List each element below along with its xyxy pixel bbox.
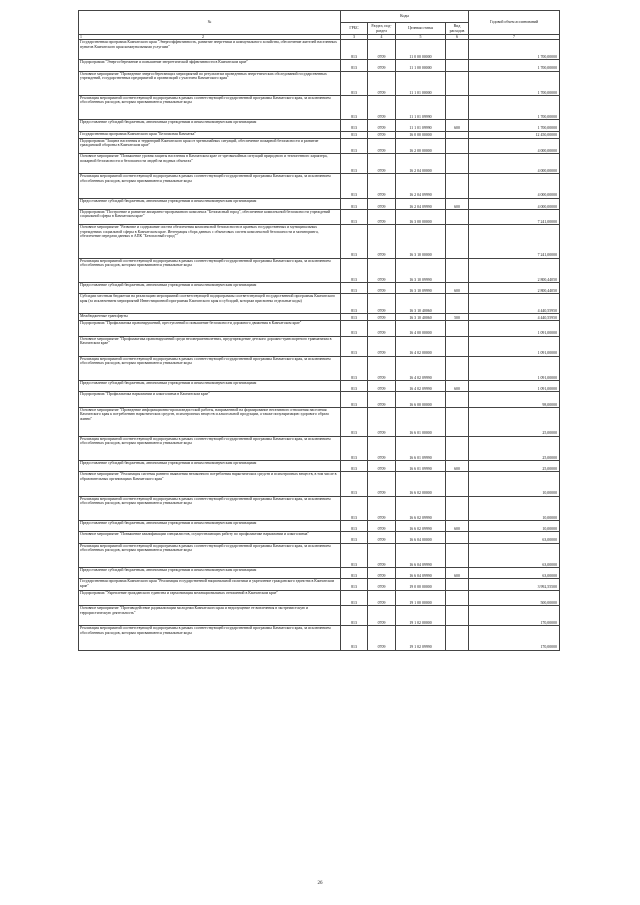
- row-amount-cell: 7 241,00000: [469, 209, 560, 225]
- row-name-cell: Реализация мероприятий соответствующей подпрограммы в рамках соответствующей государственной программы Камчатского края, за исключением обособленных расходов, которым присваиваются уникальные коды: [79, 174, 341, 198]
- table-row: [79, 174, 560, 198]
- row-section-cell: 0709: [368, 174, 396, 198]
- row-target-cell: 19 0 00 00000: [396, 579, 446, 590]
- row-grbs-cell: 813: [341, 209, 368, 225]
- row-grbs-cell: 813: [341, 258, 368, 282]
- row-section-cell: 0709: [368, 209, 396, 225]
- table-row: [79, 590, 560, 606]
- row-section-cell: 0709: [368, 95, 396, 119]
- table-row: [79, 138, 560, 154]
- row-grbs-cell: 813: [341, 138, 368, 154]
- row-amount-cell: 10,00000: [469, 521, 560, 532]
- row-grbs-cell: 813: [341, 579, 368, 590]
- row-grbs-cell: 813: [341, 472, 368, 496]
- table-row: [79, 472, 560, 496]
- row-grbs-cell: 813: [341, 381, 368, 392]
- row-amount-cell: 3 992,55500: [469, 579, 560, 590]
- row-grbs-cell: 813: [341, 120, 368, 131]
- table-row: [79, 321, 560, 337]
- row-section-cell: 0709: [368, 294, 396, 314]
- row-expense-type-cell: [446, 71, 469, 95]
- table-row: [79, 606, 560, 626]
- row-section-cell: 0709: [368, 258, 396, 282]
- row-amount-cell: 4 440,55950: [469, 294, 560, 314]
- row-section-cell: 0709: [368, 461, 396, 472]
- row-section-cell: 0709: [368, 436, 396, 460]
- table-row: [79, 198, 560, 209]
- row-name-cell: Основное мероприятие "Развитие и содержание систем обеспечения комплексной безопасности в краевых государственных и муниципальных учреждениях социальной сферы в Камчатском крае. Интеграция сбора данных с объектовых систем комплексной безопасности и мониторинга, обеспечение передачи данных в АПК "Безопасный город"": [79, 225, 341, 258]
- row-target-cell: 19 1 02 00000: [396, 606, 446, 626]
- row-expense-type-cell: [446, 336, 469, 356]
- row-name-cell: Государственная программа Камчатского края "Реализация государственной национальной политики и укрепление гражданского единства в Камчатском крае": [79, 579, 341, 590]
- table-row: [79, 626, 560, 650]
- row-name-cell: Предоставление субсидий бюджетным, автономным учреждениям и иным некоммерческим организациям: [79, 198, 341, 209]
- row-expense-type-cell: 600: [446, 567, 469, 578]
- row-grbs-cell: 813: [341, 356, 368, 380]
- row-section-cell: 0709: [368, 532, 396, 543]
- row-expense-type-cell: [446, 356, 469, 380]
- header-grbs: ГРБС: [341, 23, 368, 35]
- row-section-cell: 0709: [368, 321, 396, 337]
- row-target-cell: 16 3 10 40060: [396, 294, 446, 314]
- row-grbs-cell: 813: [341, 567, 368, 578]
- budget-table: [78, 10, 560, 651]
- row-expense-type-cell: [446, 606, 469, 626]
- row-grbs-cell: 813: [341, 336, 368, 356]
- column-number-cell: 5: [396, 35, 446, 40]
- row-expense-type-cell: [446, 294, 469, 314]
- row-expense-type-cell: 600: [446, 461, 469, 472]
- table-row: [79, 408, 560, 437]
- row-target-cell: 11 1 01 09990: [396, 95, 446, 119]
- row-target-cell: 11 1 01 00000: [396, 71, 446, 95]
- header-number: №: [79, 11, 341, 35]
- row-expense-type-cell: [446, 543, 469, 567]
- row-target-cell: 16 6 00 00000: [396, 392, 446, 408]
- row-name-cell: Предоставление субсидий бюджетным, автономным учреждениям и иным некоммерческим организациям: [79, 282, 341, 293]
- row-section-cell: 0709: [368, 71, 396, 95]
- column-number-cell: 3: [341, 35, 368, 40]
- row-amount-cell: 7 241,00000: [469, 225, 560, 258]
- row-amount-cell: 25,00000: [469, 461, 560, 472]
- row-target-cell: 19 1 00 00000: [396, 590, 446, 606]
- row-amount-cell: 170,00000: [469, 606, 560, 626]
- table-row: [79, 71, 560, 95]
- row-target-cell: 16 6 02 09990: [396, 521, 446, 532]
- row-name-cell: Подпрограмма "Построение и развитие аппаратно-программного комплекса "Безопасный город", обеспечение комплексной безопасности учреждений социальной сферы в Камчатском крае": [79, 209, 341, 225]
- row-section-cell: 0709: [368, 567, 396, 578]
- row-expense-type-cell: [446, 579, 469, 590]
- row-grbs-cell: 813: [341, 532, 368, 543]
- table-row: [79, 579, 560, 590]
- row-grbs-cell: 813: [341, 496, 368, 520]
- table-row: [79, 294, 560, 314]
- row-expense-type-cell: [446, 626, 469, 650]
- row-name-cell: Реализация мероприятий соответствующей подпрограммы в рамках соответствующей государственной программы Камчатского края, за исключением обособленных расходов, которым присваиваются уникальные коды: [79, 356, 341, 380]
- row-target-cell: 16 3 00 00000: [396, 209, 446, 225]
- table-row: [79, 209, 560, 225]
- row-grbs-cell: 813: [341, 461, 368, 472]
- row-expense-type-cell: [446, 258, 469, 282]
- row-section-cell: 0709: [368, 606, 396, 626]
- row-name-cell: Предоставление субсидий бюджетным, автономным учреждениям и иным некоммерческим организациям: [79, 521, 341, 532]
- row-name-cell: Предоставление субсидий бюджетным, автономным учреждениям и иным некоммерческим организациям: [79, 120, 341, 131]
- row-amount-cell: 500,00000: [469, 590, 560, 606]
- row-target-cell: 16 2 04 09990: [396, 198, 446, 209]
- row-target-cell: 16 4 02 09990: [396, 381, 446, 392]
- row-section-cell: 0709: [368, 120, 396, 131]
- row-expense-type-cell: 600: [446, 521, 469, 532]
- row-name-cell: Предоставление субсидий бюджетным, автономным учреждениям и иным некоммерческим организациям: [79, 381, 341, 392]
- row-name-cell: Основное мероприятие "Реализация системы раннего выявления незаконного потребления наркотических средств и психотропных веществ, в том числе в образовательных организациях Камчатского края": [79, 472, 341, 496]
- row-expense-type-cell: [446, 95, 469, 119]
- row-grbs-cell: 813: [341, 408, 368, 437]
- row-section-cell: 0709: [368, 314, 396, 321]
- row-amount-cell: 1 700,00000: [469, 60, 560, 71]
- row-expense-type-cell: 600: [446, 282, 469, 293]
- row-grbs-cell: 813: [341, 321, 368, 337]
- table-row: [79, 225, 560, 258]
- table-row: [79, 496, 560, 520]
- table-row: [79, 381, 560, 392]
- row-expense-type-cell: 600: [446, 198, 469, 209]
- row-section-cell: 0709: [368, 60, 396, 71]
- row-expense-type-cell: [446, 225, 469, 258]
- row-section-cell: 0709: [368, 198, 396, 209]
- row-name-cell: Подпрограмма "Укрепление гражданского единства и гармонизация межнациональных отношений в Камчатском крае": [79, 590, 341, 606]
- row-grbs-cell: 813: [341, 590, 368, 606]
- table-row: [79, 282, 560, 293]
- table-body: [79, 40, 560, 650]
- header-amount: Годовой объем ассигнований: [469, 11, 560, 35]
- row-target-cell: 16 3 10 00000: [396, 225, 446, 258]
- row-target-cell: 16 2 04 09990: [396, 174, 446, 198]
- row-amount-cell: 12 450,00000: [469, 131, 560, 138]
- row-amount-cell: 2 800,44050: [469, 282, 560, 293]
- row-section-cell: 0709: [368, 131, 396, 138]
- row-name-cell: Основное мероприятие "Противодействие радикализации молодежи Камчатского края и недопущение ее вовлечения в экстремистскую и террористическую деятельность": [79, 606, 341, 626]
- table-row: [79, 356, 560, 380]
- row-target-cell: 16 6 02 09990: [396, 496, 446, 520]
- table-row: [79, 532, 560, 543]
- row-amount-cell: 63,00000: [469, 532, 560, 543]
- row-section-cell: 0709: [368, 626, 396, 650]
- row-target-cell: 16 0 00 00000: [396, 131, 446, 138]
- row-target-cell: 16 4 02 00000: [396, 336, 446, 356]
- row-name-cell: Основное мероприятие "Повышение квалификации специалистов, осуществляющих работу по профилактике наркомании и алкоголизма": [79, 532, 341, 543]
- table-row: [79, 258, 560, 282]
- row-grbs-cell: 813: [341, 131, 368, 138]
- row-expense-type-cell: [446, 131, 469, 138]
- row-name-cell: Реализация мероприятий соответствующей подпрограммы в рамках соответствующей государственной программы Камчатского края, за исключением обособленных расходов, которым присваиваются уникальные коды: [79, 543, 341, 567]
- header-expense-type: Вид расходов: [446, 23, 469, 35]
- row-amount-cell: 4 000,00000: [469, 198, 560, 209]
- row-amount-cell: 4 000,00000: [469, 138, 560, 154]
- table-row: [79, 154, 560, 174]
- row-grbs-cell: 813: [341, 71, 368, 95]
- row-target-cell: 16 6 04 09990: [396, 567, 446, 578]
- row-expense-type-cell: [446, 154, 469, 174]
- table-row: [79, 567, 560, 578]
- row-grbs-cell: 813: [341, 294, 368, 314]
- row-name-cell: Субсидии местным бюджетам на реализацию мероприятий соответствующей подпрограммы соответствующей государственной программы Камчатского края (за исключением мероприятий Инвестиционной программы Камчатского края и субсидий, которым присвоены отдельные коды): [79, 294, 341, 314]
- header-codes: Коды: [341, 11, 469, 23]
- column-number-cell: 7: [469, 35, 560, 40]
- row-name-cell: Основное мероприятие "Профилактика правонарушений среди несовершеннолетних, предупреждение детского дорожно-транспортного травматизма в Камчатском крае": [79, 336, 341, 356]
- row-section-cell: 0709: [368, 336, 396, 356]
- row-name-cell: Подпрограмма "Профилактика правонарушений, преступлений и повышение безопасности дорожного движения в Камчатском крае": [79, 321, 341, 337]
- row-expense-type-cell: [446, 174, 469, 198]
- row-expense-type-cell: [446, 408, 469, 437]
- row-name-cell: Основное мероприятие "Проведение энергосберегающих мероприятий по результатам проведенных энергетических обследований государственных учреждений, государственных предприятий и организаций с участием Камчатского края": [79, 71, 341, 95]
- row-grbs-cell: 813: [341, 40, 368, 60]
- row-target-cell: 19 1 02 09990: [396, 626, 446, 650]
- row-grbs-cell: 813: [341, 60, 368, 71]
- row-grbs-cell: 813: [341, 154, 368, 174]
- row-expense-type-cell: [446, 321, 469, 337]
- header-section: Раздел, под-раздел: [368, 23, 396, 35]
- column-number-cell: 1 2: [79, 35, 341, 40]
- table-row: [79, 120, 560, 131]
- table-row: [79, 95, 560, 119]
- row-target-cell: 16 2 00 00000: [396, 138, 446, 154]
- row-target-cell: 16 6 04 00000: [396, 532, 446, 543]
- row-target-cell: 11 0 00 00000: [396, 40, 446, 60]
- row-expense-type-cell: 600: [446, 120, 469, 131]
- row-section-cell: 0709: [368, 225, 396, 258]
- row-name-cell: Реализация мероприятий соответствующей подпрограммы в рамках соответствующей государственной программы Камчатского края, за исключением обособленных расходов, которым присваиваются уникальные коды: [79, 258, 341, 282]
- table-row: [79, 336, 560, 356]
- row-name-cell: Подпрограмма "Энергосбережение и повышение энергетической эффективности в Камчатском крае": [79, 60, 341, 71]
- row-amount-cell: 1 700,00000: [469, 40, 560, 60]
- row-name-cell: Предоставление субсидий бюджетным, автономным учреждениям и иным некоммерческим организациям: [79, 461, 341, 472]
- row-name-cell: Государственная программа Камчатского края "Безопасная Камчатка": [79, 131, 341, 138]
- table-row: [79, 543, 560, 567]
- row-target-cell: 16 2 04 00000: [396, 154, 446, 174]
- row-section-cell: 0709: [368, 472, 396, 496]
- row-section-cell: 0709: [368, 282, 396, 293]
- row-amount-cell: 1 700,00000: [469, 120, 560, 131]
- row-target-cell: 16 6 02 00000: [396, 472, 446, 496]
- table-row: [79, 436, 560, 460]
- row-section-cell: 0709: [368, 40, 396, 60]
- row-section-cell: 0709: [368, 521, 396, 532]
- row-grbs-cell: 813: [341, 198, 368, 209]
- row-target-cell: 16 4 00 00000: [396, 321, 446, 337]
- row-grbs-cell: 813: [341, 436, 368, 460]
- row-grbs-cell: 813: [341, 606, 368, 626]
- row-name-cell: Предоставление субсидий бюджетным, автономным учреждениям и иным некоммерческим организациям: [79, 567, 341, 578]
- row-expense-type-cell: 500: [446, 314, 469, 321]
- row-section-cell: 0709: [368, 356, 396, 380]
- row-amount-cell: 10,00000: [469, 496, 560, 520]
- row-amount-cell: 1 091,00000: [469, 321, 560, 337]
- row-amount-cell: 10,00000: [469, 472, 560, 496]
- row-grbs-cell: 813: [341, 282, 368, 293]
- table-row: [79, 131, 560, 138]
- row-amount-cell: 1 091,00000: [469, 356, 560, 380]
- row-expense-type-cell: [446, 532, 469, 543]
- row-target-cell: 16 6 01 09990: [396, 436, 446, 460]
- row-amount-cell: 4 440,55950: [469, 314, 560, 321]
- row-section-cell: 0709: [368, 590, 396, 606]
- page-number: 26: [317, 881, 323, 886]
- row-name-cell: Государственная программа Камчатского края "Энергоэффективность, развитие энергетики и коммунального хозяйства, обеспечение жителей населенных пунктов Камчатского края коммунальными услугами": [79, 40, 341, 60]
- row-grbs-cell: 813: [341, 174, 368, 198]
- row-grbs-cell: 813: [341, 314, 368, 321]
- row-expense-type-cell: [446, 590, 469, 606]
- table-row: [79, 521, 560, 532]
- row-grbs-cell: 813: [341, 521, 368, 532]
- row-expense-type-cell: [446, 436, 469, 460]
- row-target-cell: 16 3 10 09990: [396, 258, 446, 282]
- row-grbs-cell: 813: [341, 95, 368, 119]
- row-target-cell: 11 1 01 09990: [396, 120, 446, 131]
- row-target-cell: 16 3 10 40060: [396, 314, 446, 321]
- row-section-cell: 0709: [368, 496, 396, 520]
- row-grbs-cell: 813: [341, 392, 368, 408]
- row-expense-type-cell: [446, 138, 469, 154]
- row-amount-cell: 98,00000: [469, 392, 560, 408]
- table-row: [79, 461, 560, 472]
- row-name-cell: Межбюджетные трансферты: [79, 314, 341, 321]
- row-target-cell: 16 3 10 09990: [396, 282, 446, 293]
- table-row: [79, 40, 560, 60]
- row-target-cell: 11 1 00 00000: [396, 60, 446, 71]
- table-row: [79, 392, 560, 408]
- row-expense-type-cell: [446, 209, 469, 225]
- row-expense-type-cell: [446, 472, 469, 496]
- row-amount-cell: 1 700,00000: [469, 95, 560, 119]
- row-name-cell: Основное мероприятие "Проведение информационно-пропагандистской работы, направленной на формирование негативного отношения населения Камчатского края к потреблению наркотических средств, психотропных веществ и алкогольной продукции, а также популяризацию здорового образа жизни": [79, 408, 341, 437]
- row-expense-type-cell: [446, 40, 469, 60]
- row-amount-cell: 1 091,00000: [469, 336, 560, 356]
- row-amount-cell: 1 091,00000: [469, 381, 560, 392]
- row-target-cell: 16 4 02 09990: [396, 356, 446, 380]
- table-row: [79, 314, 560, 321]
- row-amount-cell: 25,00000: [469, 436, 560, 460]
- row-amount-cell: 1 700,00000: [469, 71, 560, 95]
- row-section-cell: 0709: [368, 543, 396, 567]
- row-section-cell: 0709: [368, 408, 396, 437]
- row-section-cell: 0709: [368, 381, 396, 392]
- header-target: Целевая статья: [396, 23, 446, 35]
- row-section-cell: 0709: [368, 154, 396, 174]
- row-expense-type-cell: [446, 496, 469, 520]
- row-section-cell: 0709: [368, 138, 396, 154]
- row-name-cell: Подпрограмма "Защита населения и территорий Камчатского края от чрезвычайных ситуаций, обеспечение пожарной безопасности и развитие гражданской обороны в Камчатском крае": [79, 138, 341, 154]
- column-number-cell: 6: [446, 35, 469, 40]
- row-name-cell: Реализация мероприятий соответствующей подпрограммы в рамках соответствующей государственной программы Камчатского края, за исключением обособленных расходов, которым присваиваются уникальные коды: [79, 496, 341, 520]
- row-amount-cell: 63,00000: [469, 567, 560, 578]
- row-target-cell: 16 6 01 09990: [396, 461, 446, 472]
- row-amount-cell: 63,00000: [469, 543, 560, 567]
- row-name-cell: Подпрограмма "Профилактика наркомании и алкоголизма в Камчатском крае": [79, 392, 341, 408]
- row-section-cell: 0709: [368, 579, 396, 590]
- row-amount-cell: 4 000,00000: [469, 174, 560, 198]
- row-expense-type-cell: [446, 60, 469, 71]
- row-amount-cell: 4 000,00000: [469, 154, 560, 174]
- row-grbs-cell: 813: [341, 543, 368, 567]
- row-name-cell: Реализация мероприятий соответствующей подпрограммы в рамках соответствующей государственной программы Камчатского края, за исключением обособленных расходов, которым присваиваются уникальные коды: [79, 95, 341, 119]
- column-number-cell: 4: [368, 35, 396, 40]
- row-expense-type-cell: [446, 392, 469, 408]
- row-expense-type-cell: 600: [446, 381, 469, 392]
- row-target-cell: 16 6 04 09990: [396, 543, 446, 567]
- row-name-cell: Реализация мероприятий соответствующей подпрограммы в рамках соответствующей государственной программы Камчатского края, за исключением обособленных расходов, которым присваиваются уникальные коды: [79, 436, 341, 460]
- row-section-cell: 0709: [368, 392, 396, 408]
- table-header: [79, 11, 560, 40]
- row-name-cell: Реализация мероприятий соответствующей подпрограммы в рамках соответствующей государственной программы Камчатского края, за исключением обособленных расходов, которым присваиваются уникальные коды: [79, 626, 341, 650]
- row-amount-cell: 2 800,44050: [469, 258, 560, 282]
- table-row: [79, 60, 560, 71]
- row-grbs-cell: 813: [341, 626, 368, 650]
- row-amount-cell: 170,00000: [469, 626, 560, 650]
- row-name-cell: Основное мероприятие "Повышение уровня защиты населения в Камчатском крае от чрезвычайных ситуаций природного и техногенного характера, пожарной безопасности и безопасности людей на водных объектах": [79, 154, 341, 174]
- row-amount-cell: 25,00000: [469, 408, 560, 437]
- row-target-cell: 16 6 01 00000: [396, 408, 446, 437]
- row-grbs-cell: 813: [341, 225, 368, 258]
